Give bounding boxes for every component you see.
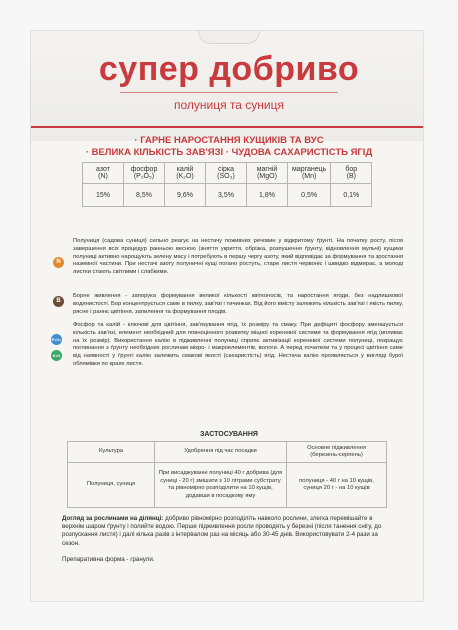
cell-planting: При висаджуванні полуниці 40 г добрива (для суниці - 20 г) змішати з 10 літрами субстрату та рівномірно розподілити на 10 кущів, додавши в посадкову яму — [155, 463, 287, 508]
nutrient-cell: марганець (Mn) — [288, 163, 331, 184]
nutrient-value: 8,5% — [124, 184, 165, 207]
header-culture: Культура — [68, 442, 155, 463]
feature-line-1: · ГАРНЕ НАРОСТАННЯ КУЩИКІВ ТА ВУС — [134, 135, 324, 146]
nutrient-value: 15% — [83, 184, 124, 207]
nutrient-cell: калій (K₂O) — [165, 163, 206, 184]
cell-feeding: полуниця - 40 г на 10 кущів, суниця 20 г - на 10 кущів — [287, 463, 387, 508]
nutrient-value: 0,5% — [288, 184, 331, 207]
cell-culture: Полуниця, суниця — [68, 463, 155, 508]
nutrient-table — [82, 162, 372, 207]
nutrient-cell: сірка (SO₃) — [206, 163, 247, 184]
care-heading: Догляд за рослинами на ділянці: — [62, 515, 164, 522]
nutrient-header-row — [83, 163, 372, 184]
phosphorus-badge-icon: P₂O₅ — [51, 334, 62, 345]
potassium-badge-icon: K₂O — [51, 350, 62, 361]
boron-paragraph: Борне живлення - запорука формування великої кількості квітконосів, та наростання ягоди, без надлишкової водянистості. Бор концентрується саме в пилку, зав'язі і тичинках. Від його вмісту залежить кількість зав'язі і якість пилку, рясне і раннє цвітіння, запилення та формування плодів. — [73, 293, 403, 315]
nutrient-cell: магній (MgO) — [247, 163, 288, 184]
nutrient-cell: азот (N) — [83, 163, 124, 184]
application-row — [68, 463, 387, 508]
header-feeding: Основне підживлення (березень-серпень) — [287, 442, 387, 463]
form-line: Препаративна форма - гранули. — [62, 556, 155, 563]
title-underline — [120, 92, 338, 93]
boron-badge-icon: B — [53, 296, 64, 307]
nitrogen-badge-icon: N — [53, 257, 64, 268]
nutrient-value: 9,6% — [165, 184, 206, 207]
nutrient-cell: бор (B) — [331, 163, 372, 184]
application-table — [67, 441, 387, 508]
nutrient-cell: фосфор (P₂O₅) — [124, 163, 165, 184]
nutrient-value-row — [83, 184, 372, 207]
application-header-row — [68, 442, 387, 463]
product-subtitle: полуниця та суниця — [173, 98, 284, 112]
nutrient-value: 3,5% — [206, 184, 247, 207]
red-divider — [31, 126, 423, 128]
feature-line-2: · ВЕЛИКА КІЛЬКІСТЬ ЗАВ'ЯЗІ · ЧУДОВА САХАРИСТІСТЬ ЯГІД — [85, 147, 373, 158]
intro-paragraph: Полуниця (садова суниця) сильно реагує на нестачу поживних речовин у відкритому ґрунті. На початку росту, після завершення всіх процедур ранньою весною (зняття укриття, обрізка, розпушення ґрунту, відновлення мульчі) кущики полуниці активно нарощують зелену масу і потребують в першу чергу азоту, який відповідає за формування та зростання наземної частини. При нестачі азоту полуничні кущі погано ростуть, старе листя червоніє і швидко відмирає, а молоді листки стають світлими і слабкими. — [73, 238, 403, 276]
care-text: добриво рівномірно розподіліть навколо рослини, злегка перемішайте в верхнім шаром ґрунту і полийте водою. Перше підживлення росли проводять у березні (після танення снігу, до розпускання листя) і далі кілька разів з інтервалом раз на місяць або 30-45 днів. Використовувати 2-4 рази за сезон. — [62, 515, 382, 547]
application-title: ЗАСТОСУВАННЯ — [200, 431, 258, 438]
product-title: супер добриво — [98, 50, 360, 88]
care-paragraph — [62, 515, 392, 548]
nutrient-value: 1,8% — [247, 184, 288, 207]
box-tab-notch — [198, 31, 260, 44]
phosphorus-potassium-paragraph: Фосфор та калій - ключові для цвітіння, зав'язування ягід, їх розміру та смаку. При дефіциті фосфору зменшується кількість зав'язі, елемент необхідний для повноцінного розвитку міцної кореневої системи та формування ягід (впливає на їх розмір). Використання калію в підживленні полуниці сприяє активізації кореневої системи полуниці, покращує поглинання з ґрунту необхідних рослинам мікро- і макроелементів, вологи. А перед початком та у процесі цвітіння саме від наявності у ґрунті калію залежить смакові якості (сахаристість) ягід. Нестача калію проявляється у вигляді бурої облямівки по краях листя. — [73, 322, 403, 367]
nutrient-value: 0,1% — [331, 184, 372, 207]
header-planting: Удобрення під час посадки — [155, 442, 287, 463]
